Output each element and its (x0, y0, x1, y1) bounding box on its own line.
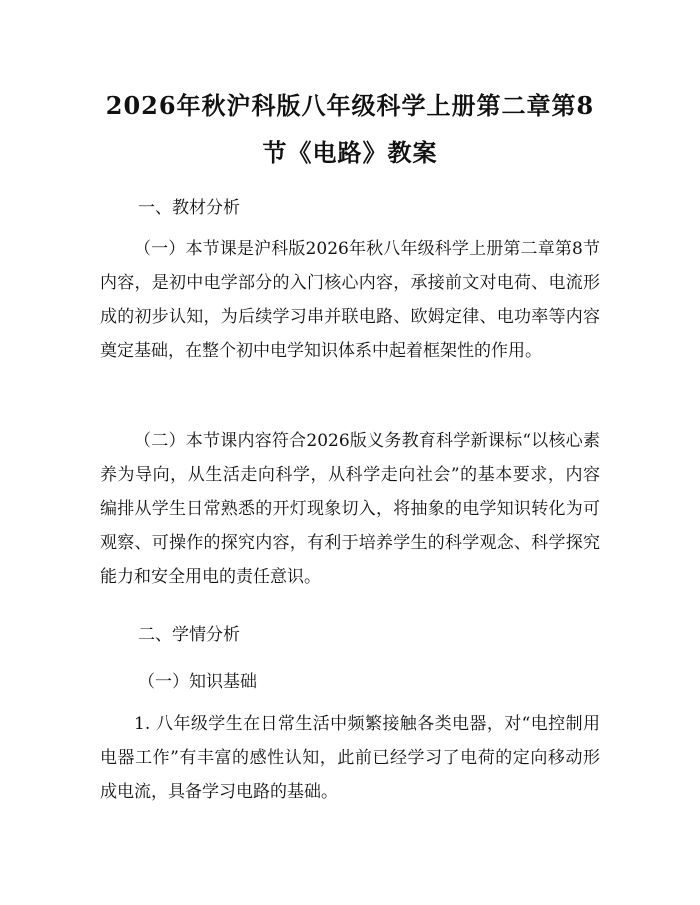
section-heading-learner-analysis: 二、学情分析 (138, 625, 240, 645)
document-title-line-1: 2026年秋沪科版八年级科学上册第二章第8 (105, 91, 595, 120)
subheading-knowledge-basis: （一）知识基础 (138, 672, 257, 692)
paragraph-textbook-analysis-1: （一）本节课是沪科版2026年秋八年级科学上册第二章第8节内容，是初中电学部分的入门核心内容，承接前文对电荷、电流形成的初步认知，为后续学习串并联电路、欧姆定律、电功率等内容奠定基础，在整个初中电学知识体系中起着框架性的作用。 (100, 239, 600, 361)
paragraph-textbook-analysis-2: （二）本节课内容符合2026版义务教育科学新课标“以核心素养为导向，从生活走向科学，从科学走向社会”的基本要求，内容编排从学生日常熟悉的开灯现象切入，将抽象的电学知识转化为可观察、可操作的探究内容，有利于培养学生的科学观念、科学探究能力和安全用电的责任意识。 (100, 431, 600, 587)
paragraph-knowledge-basis-1: 1. 八年级学生在日常生活中频繁接触各类电器，对“电控制用电器工作”有丰富的感性认知，此前已经学习了电荷的定向移动形成电流，具备学习电路的基础。 (100, 714, 600, 802)
document-title-line-2: 节《电路》教案 (262, 138, 438, 167)
section-heading-textbook-analysis: 一、教材分析 (138, 198, 240, 218)
